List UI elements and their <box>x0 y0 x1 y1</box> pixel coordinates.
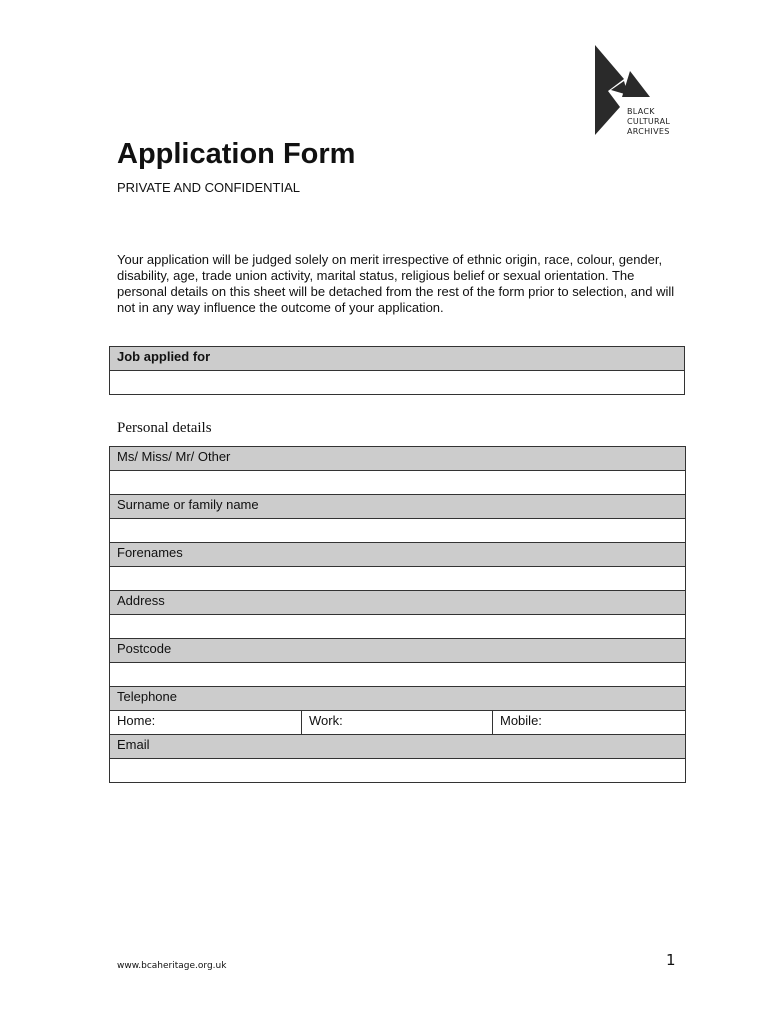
logo-line-3: ARCHIVES <box>627 127 670 136</box>
mobile-phone-field[interactable]: Mobile: <box>493 711 686 735</box>
address-field[interactable] <box>110 615 686 639</box>
personal-details-heading: Personal details <box>117 420 212 436</box>
confidentiality-notice: PRIVATE AND CONFIDENTIAL <box>117 180 300 195</box>
address-label: Address <box>110 591 686 615</box>
job-table <box>109 346 685 395</box>
title-label: Ms/ Miss/ Mr/ Other <box>110 447 686 471</box>
job-applied-for-label: Job applied for <box>110 347 685 371</box>
home-phone-field[interactable]: Home: <box>110 711 302 735</box>
footer-url: www.bcaheritage.org.uk <box>117 961 227 971</box>
page-title: Application Form <box>117 138 356 170</box>
black-cultural-archives-logo <box>594 45 684 137</box>
postcode-field[interactable] <box>110 663 686 687</box>
personal-details-table <box>109 446 686 783</box>
logo-wordmark <box>627 107 670 137</box>
title-field[interactable] <box>110 471 686 495</box>
telephone-label: Telephone <box>110 687 686 711</box>
work-phone-field[interactable]: Work: <box>302 711 493 735</box>
forenames-label: Forenames <box>110 543 686 567</box>
surname-field[interactable] <box>110 519 686 543</box>
email-label: Email <box>110 735 686 759</box>
logo-line-2: CULTURAL <box>627 117 671 126</box>
postcode-label: Postcode <box>110 639 686 663</box>
page-number: 1 <box>666 951 676 969</box>
logo-line-1: BLACK <box>627 107 655 116</box>
surname-label: Surname or family name <box>110 495 686 519</box>
job-applied-for-field[interactable] <box>110 371 685 395</box>
intro-paragraph: Your application will be judged solely on merit irrespective of ethnic origin, race, colour, gender, disability, age, trade union activity, marital status, religious belief or sexual orientation. The personal details on this sheet will be detached from the rest of the form prior to selection, and will not in any way influence the outcome of your application. <box>117 252 675 315</box>
email-field[interactable] <box>110 759 686 783</box>
forenames-field[interactable] <box>110 567 686 591</box>
